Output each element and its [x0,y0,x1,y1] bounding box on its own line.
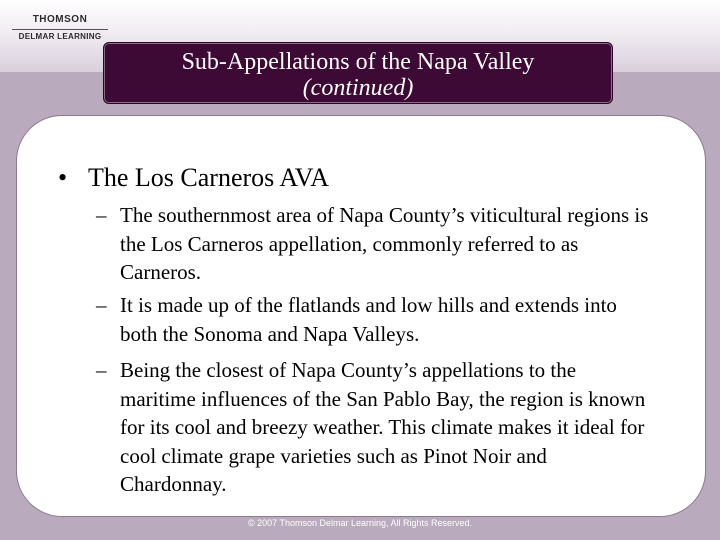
sub-bullet-marker: – [96,293,107,317]
slide-title: Sub-Appellations of the Napa Valley [181,49,535,75]
sub-bullet-2 [96,291,656,348]
slide-subtitle: (continued) [302,75,414,101]
bullet-text: The Los Carneros AVA [88,163,329,192]
sub-bullet-text: Being the closest of Napa County’s appellations to the maritime influences of the San Pablo Bay, the region is known for its cool and breezy weather. This climate makes it ideal for cool climate grape varieties such as Pinot Noir and Chardonnay. [120,358,646,496]
sub-bullet-1 [96,201,656,287]
sub-bullet-marker: – [96,358,107,382]
slide-title-box [103,42,613,104]
logo-line-1: THOMSON [32,14,88,25]
main-bullet [58,162,329,194]
sub-bullet-text: The southernmost area of Napa County’s viticultural regions is the Los Carneros appellation, commonly referred to as Carneros. [120,203,649,284]
logo-line-2: DELMAR LEARNING [18,32,102,41]
bullet-marker: • [58,163,68,192]
copyright-footer: © 2007 Thomson Delmar Learning, All Rights Reserved. [247,518,473,528]
logo-divider [12,29,108,30]
publisher-logo [10,14,110,42]
sub-bullet-text: It is made up of the flatlands and low hills and extends into both the Sonoma and Napa Valleys. [120,293,617,346]
sub-bullet-marker: – [96,203,107,227]
sub-bullet-3 [96,356,656,499]
